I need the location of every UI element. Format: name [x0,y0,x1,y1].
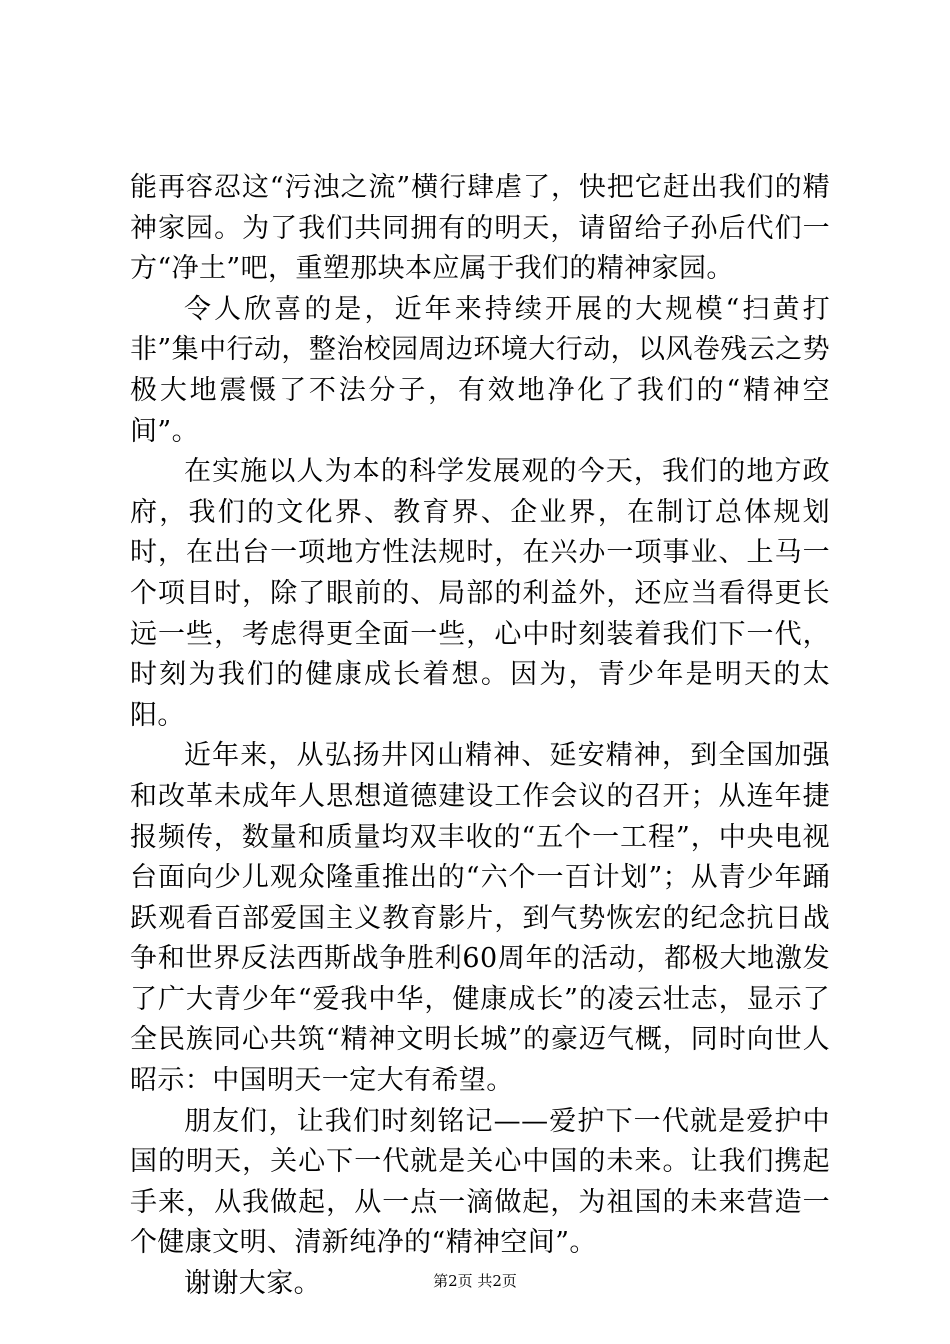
paragraph-continuation: 能再容忍这“污浊之流”横行肆虐了，快把它赶出我们的精神家园。为了我们共同拥有的明天，请留给子孙后代们一方“净土”吧，重塑那块本应属于我们的精神家园。 [130,172,830,285]
page-footer: 第2页 共2页 [433,1272,517,1290]
document-body [130,168,830,1305]
paragraph-friends: 朋友们，让我们时刻铭记——爱护下一代就是爱护中国的明天，关心下一代就是关心中国的未来。让我们携起手来，从我做起，从一点一滴做起，为祖国的未来营造一个健康文明、清新纯净的“精神空间”。 [130,1105,830,1259]
paragraph-recent-years: 近年来，从弘扬井冈山精神、延安精神，到全国加强和改革未成年人思想道德建设工作会议的召开；从连年捷报频传，数量和质量均双丰收的“五个一工程”，中央电视台面向少儿观众隆重推出的“六个一百计划”；从青少年踊跃观看百部爱国主义教育影片，到气势恢宏的纪念抗日战争和世界反法西斯战争胜利60周年的活动，都极大地激发了广大青少年“爱我中华，健康成长”的凌云壮志，显示了全民族同心共筑“精神文明长城”的豪迈气概，同时向世人昭示：中国明天一定大有希望。 [130,740,830,1097]
paragraph-thanks: 谢谢大家。 [184,1268,321,1300]
paragraph-crackdown: 令人欣喜的是，近年来持续开展的大规模“扫黄打非”集中行动，整治校园周边环境大行动，以风卷残云之势极大地震慑了不法分子，有效地净化了我们的“精神空间”。 [130,293,830,447]
paragraph-development-outlook: 在实施以人为本的科学发展观的今天，我们的地方政府，我们的文化界、教育界、企业界，在制订总体规划时，在出台一项地方性法规时，在兴办一项事业、上马一个项目时，除了眼前的、局部的利益外，还应当看得更长远一些，考虑得更全面一些，心中时刻装着我们下一代，时刻为我们的健康成长着想。因为，青少年是明天的太阳。 [130,456,830,731]
